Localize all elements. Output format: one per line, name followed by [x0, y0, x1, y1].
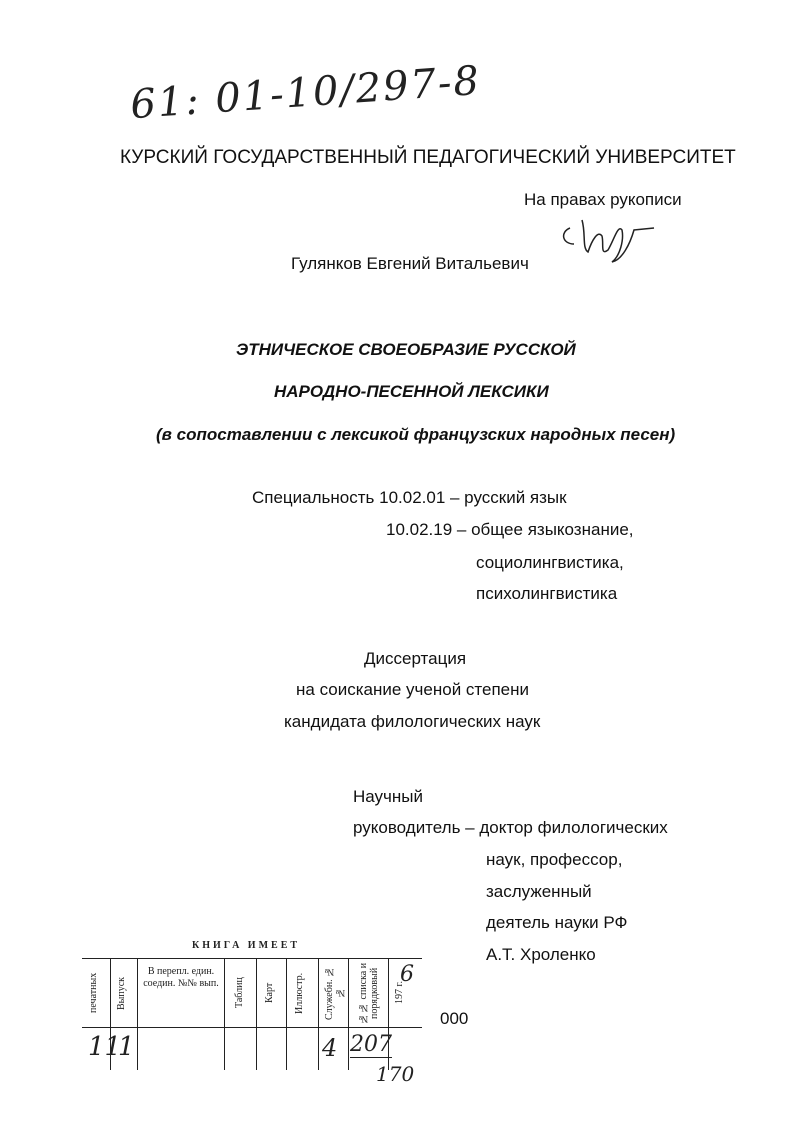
supervisor-line-1: Научный [353, 787, 424, 806]
stamp-col-issue: Выпуск [116, 976, 127, 1010]
stamp-header: КНИГА ИМЕЕТ [192, 940, 301, 951]
stamp-hand-sheets: 11 [88, 1032, 122, 1062]
author-name: Гулянков Евгений Витальевич [291, 254, 529, 273]
title-line-2: НАРОДНО-ПЕСЕННОЙ ЛЕКСИКИ [274, 382, 549, 401]
stamp-col-service: Служебн. №№ [324, 965, 346, 1021]
dissertation-line-1: Диссертация [364, 649, 467, 668]
dissertation-line-3: кандидата филологических наук [284, 712, 541, 731]
supervisor-line-6: А.Т. Хроленко [486, 945, 596, 964]
signature [552, 200, 662, 270]
stamp-col-printed: печатных [88, 972, 99, 1014]
stamp-hand-total: 170 [376, 1062, 415, 1086]
supervisor-line-5: деятель науки РФ [486, 913, 628, 932]
stamp-col-maps: Карт [264, 982, 275, 1004]
university-name: КУРСКИЙ ГОСУДАРСТВЕННЫЙ ПЕДАГОГИЧЕСКИЙ УНИВЕРСИТЕТ [120, 147, 736, 168]
supervisor-line-3: наук, профессор, [486, 850, 623, 869]
stamp-col-list: №№ списка и порядковый [358, 962, 380, 1024]
stamp-col-binding: В перепл. един. соедин. №№ вып. [143, 966, 219, 989]
library-stamp [82, 940, 434, 1090]
dissertation-line-2: на соискание ученой степени [296, 680, 530, 699]
supervisor-line-4: заслуженный [486, 882, 592, 901]
subtitle: (в сопоставлении с лексикой французских народных песен) [156, 425, 676, 444]
specialty-line-4: психолингвистика [476, 584, 618, 603]
stamp-hand-year: 6 [400, 962, 414, 987]
stamp-hand-list: 207 [350, 1032, 392, 1057]
manuscript-rights: На правах рукописи [524, 190, 682, 209]
stamp-col-tables: Таблиц [234, 977, 245, 1009]
title-line-1: ЭТНИЧЕСКОЕ СВОЕОБРАЗИЕ РУССКОЙ [236, 340, 576, 359]
stamp-hand-service: 4 [322, 1034, 338, 1062]
supervisor-line-2: руководитель – доктор филологических [353, 818, 668, 837]
stamp-year-label: 197 г. [394, 981, 405, 1005]
specialty-line-2: 10.02.19 – общее языкознание, [386, 520, 634, 539]
specialty-line-3: социолингвистика, [476, 553, 624, 572]
stamp-col-illustr: Иллюстр. [294, 972, 305, 1014]
handwritten-code: 61: 01-10/297-8 [128, 57, 483, 129]
specialty-line-1: Специальность 10.02.01 – русский язык [252, 488, 567, 507]
year-fragment: 000 [440, 1009, 469, 1028]
stamp-hand-issue: 1 [118, 1032, 135, 1062]
